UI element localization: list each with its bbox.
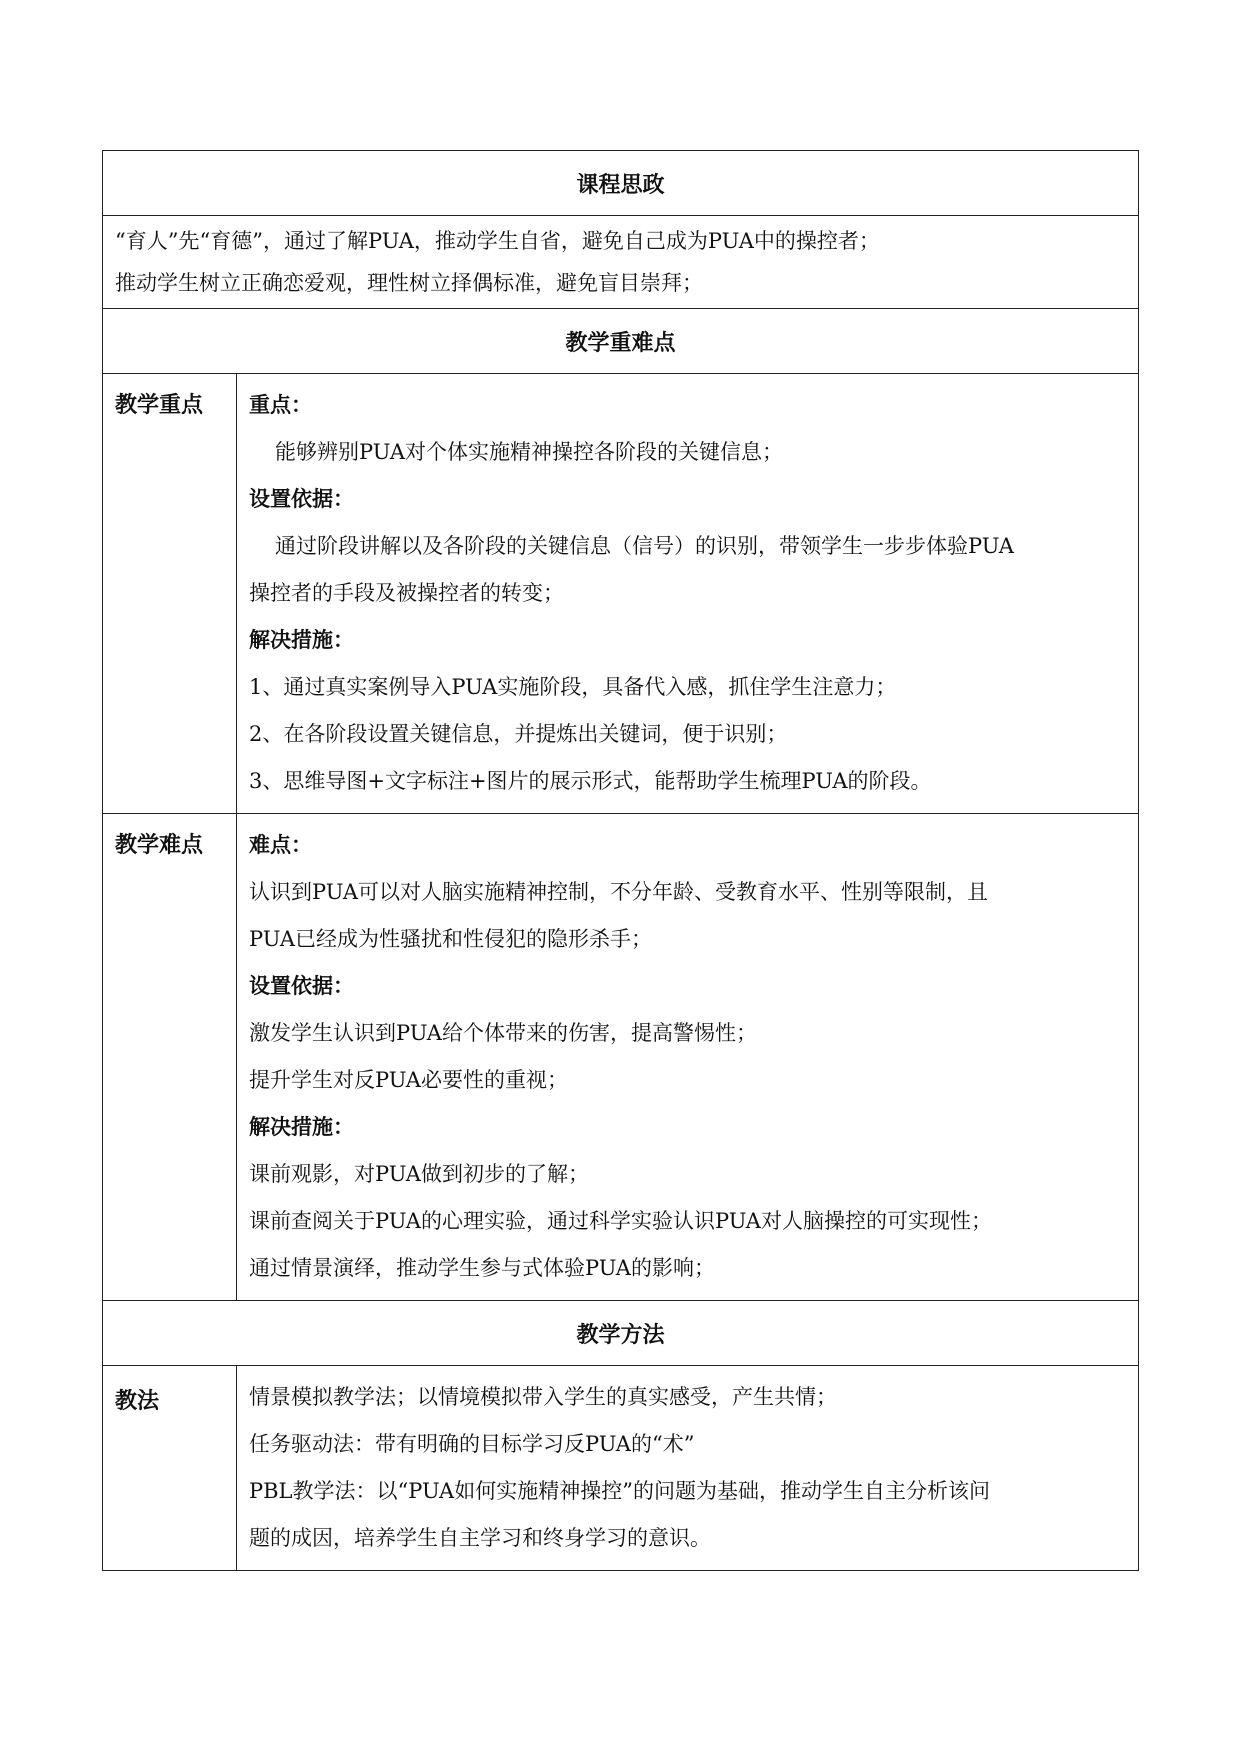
ideology-line-2: 推动学生树立正确恋爱观，理性树立择偶标准，避免盲目崇拜； <box>115 271 703 295</box>
difficult-points-label: 教学难点 <box>103 814 237 1301</box>
difficult-measure-1: 课前观影，对PUA做到初步的了解； <box>249 1162 589 1186</box>
method-line-3a: PBL教学法：以“PUA如何实施精神操控”的问题为基础，推动学生自主分析该问 <box>249 1479 990 1503</box>
ideology-content <box>103 216 1139 309</box>
difficult-basis-2: 提升学生对反PUA必要性的重视； <box>249 1068 568 1092</box>
key-heading-2: 设置依据： <box>249 487 354 511</box>
difficult-basis-1: 激发学生认识到PUA给个体带来的伤害，提高警惕性； <box>249 1021 757 1045</box>
key-points-row <box>103 374 1139 814</box>
ideology-line-1: “育人”先“育德”，通过了解PUA，推动学生自省，避免自己成为PUA中的操控者； <box>115 229 880 253</box>
method-line-1: 情景模拟教学法；以情境模拟带入学生的真实感受，产生共情； <box>249 1385 837 1409</box>
key-difficult-header-row <box>103 309 1139 374</box>
key-measure-2: 2、在各阶段设置关键信息，并提炼出关键词，便于识别； <box>249 722 788 746</box>
methods-row <box>103 1366 1139 1571</box>
difficult-heading-2: 设置依据： <box>249 974 354 998</box>
key-points-label: 教学重点 <box>103 374 237 814</box>
methods-label: 教法 <box>103 1366 237 1571</box>
method-line-3b: 题的成因，培养学生自主学习和终身学习的意识。 <box>249 1526 711 1550</box>
key-p2-line-2: 操控者的手段及被操控者的转变； <box>249 581 564 605</box>
difficult-measure-3: 通过情景演绎，推动学生参与式体验PUA的影响； <box>249 1256 715 1280</box>
key-heading-1: 重点： <box>249 393 312 417</box>
difficult-heading-1: 难点： <box>249 833 312 857</box>
methods-content <box>237 1366 1139 1571</box>
key-heading-3: 解决措施： <box>249 628 354 652</box>
difficult-heading-3: 解决措施： <box>249 1115 354 1139</box>
ideology-header-row <box>103 151 1139 216</box>
ideology-title: 课程思政 <box>103 151 1139 216</box>
key-measure-1: 1、通过真实案例导入PUA实施阶段，具备代入感，抓住学生注意力； <box>249 675 897 699</box>
key-p2-line-1: 通过阶段讲解以及各阶段的关键信息（信号）的识别，带领学生一步步体验PUA <box>275 534 1014 558</box>
key-measure-3: 3、思维导图+文字标注+图片的展示形式，能帮助学生梳理PUA的阶段。 <box>249 769 932 793</box>
method-line-2: 任务驱动法：带有明确的目标学习反PUA的“术” <box>249 1432 695 1456</box>
difficult-p1-line-2: PUA已经成为性骚扰和性侵犯的隐形杀手； <box>249 927 652 951</box>
key-points-content <box>237 374 1139 814</box>
lesson-plan-table <box>102 150 1139 1571</box>
key-p1: 能够辨别PUA对个体实施精神操控各阶段的关键信息； <box>275 440 783 464</box>
difficult-points-content <box>237 814 1139 1301</box>
difficult-points-row <box>103 814 1139 1301</box>
methods-title: 教学方法 <box>103 1301 1139 1366</box>
difficult-p1-line-1: 认识到PUA可以对人脑实施精神控制，不分年龄、受教育水平、性别等限制，且 <box>249 880 988 904</box>
ideology-content-row <box>103 216 1139 309</box>
difficult-measure-2: 课前查阅关于PUA的心理实验，通过科学实验认识PUA对人脑操控的可实现性； <box>249 1209 992 1233</box>
key-difficult-title: 教学重难点 <box>103 309 1139 374</box>
methods-header-row <box>103 1301 1139 1366</box>
